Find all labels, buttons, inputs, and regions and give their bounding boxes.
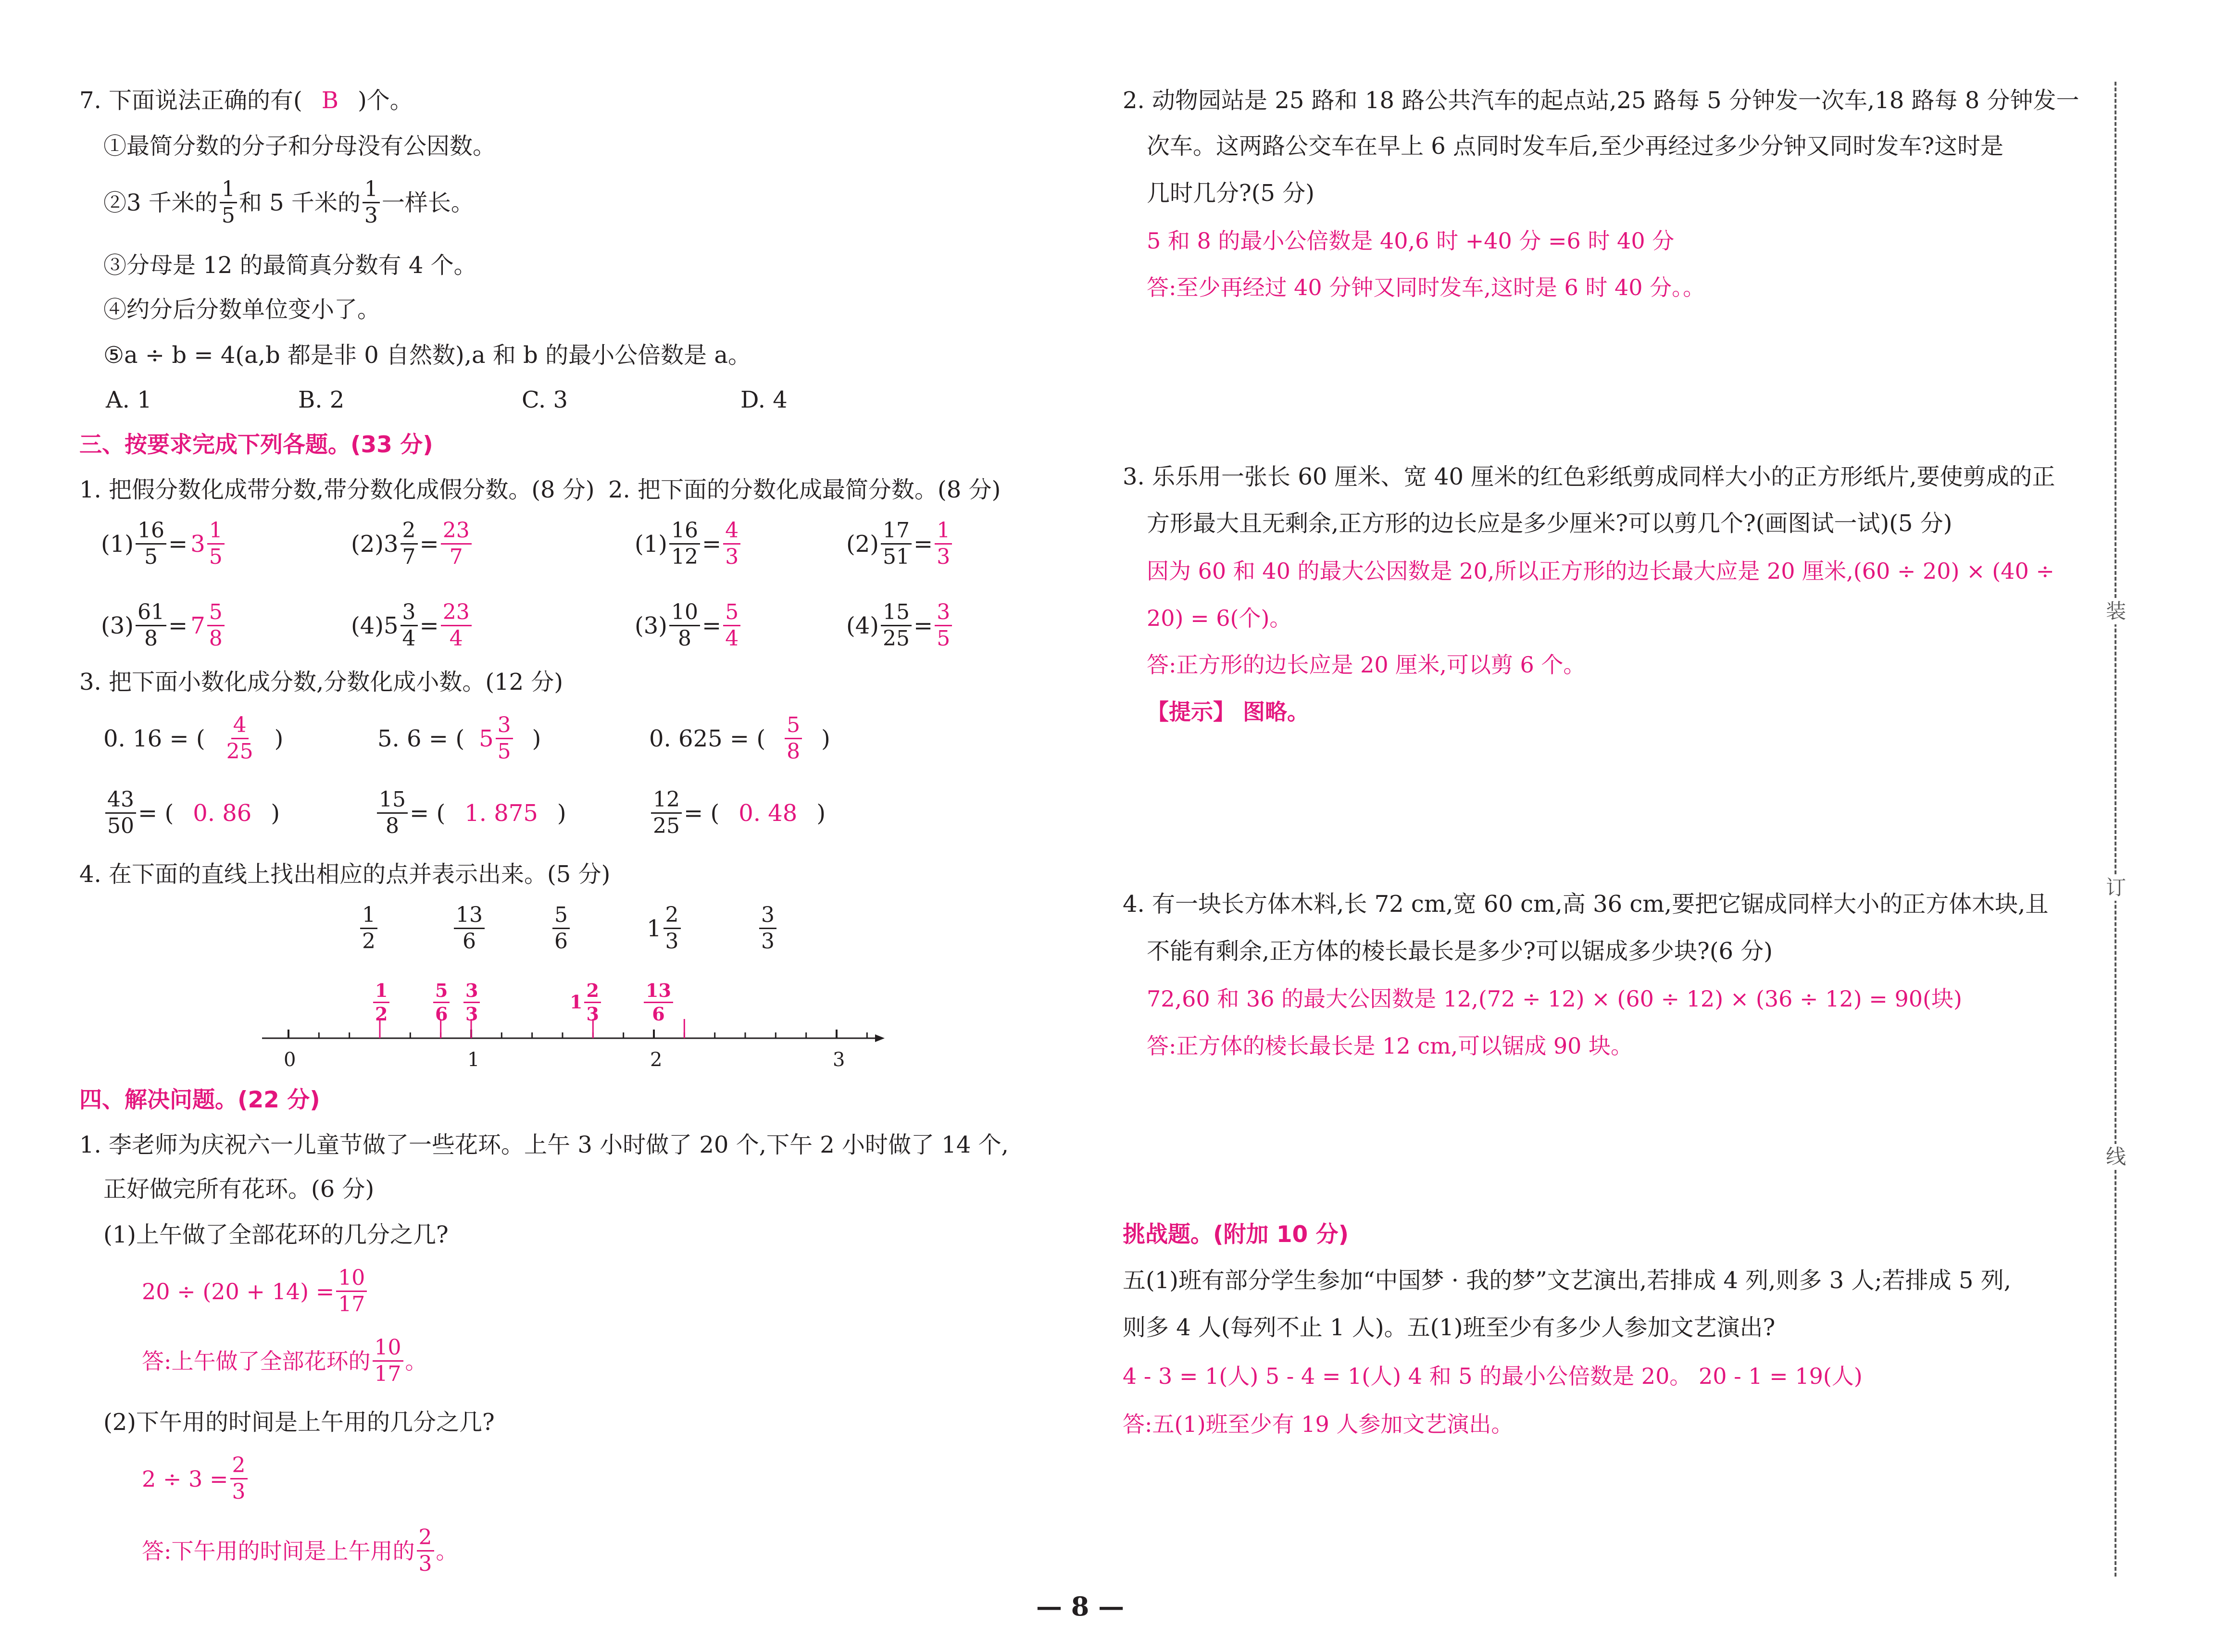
binding-dashed-line [2115,82,2116,1577]
axis-label-2: 2 [650,1049,663,1071]
sec3-part2-title: 2. 把下面的分数化成最简分数。(8 分) [608,476,1001,503]
mark-thirteen-sixths: $\frac{13}{6}$ [642,981,675,1024]
challenge-line2: 则多 4 人(每列不止 1 人)。五(1)班至少有多少人参加文艺演出? [1123,1314,1776,1341]
r-q4-line2: 不能有剩余,正方体的棱长最长是多少?可以锯成多少块?(6 分) [1147,938,1773,965]
p3-row2-item-3: $\frac{12}{25}$ = ( 0. 48 ) [649,788,826,838]
q7-statement-5: ⑤a ÷ b = 4(a,b 都是非 0 自然数),a 和 b 的最小公倍数是 a。 [103,342,751,369]
p2-item-1: (1) $\frac{16}{12}$ = $\frac{4}{3}$ [635,519,742,569]
p2-item-2: (2) $\frac{17}{51}$ = $\frac{1}{3}$ [846,519,954,569]
challenge-answer1: 4 - 3 = 1(人) 5 - 4 = 1(人) 4 和 5 的最小公倍数是 20。 20 - 1 = 19(人) [1123,1363,1863,1389]
q7-statement-3: ③分母是 12 的最简真分数有 4 个。 [103,252,477,279]
r-q3-line2: 方形最大且无剩余,正方形的边长应是多少厘米?可以剪几个?(画图试一试)(5 分) [1147,510,1953,537]
p2-item-4: (4) $\frac{15}{25}$ = $\frac{3}{5}$ [846,601,954,651]
p3-row1-item-1: 0. 16 = ( $\frac{4}{25}$ ) [103,713,284,764]
q7-option-b: B. 2 [298,386,345,413]
r-q2-line2: 次车。这两路公交车在早上 6 点同时发车后,至少再经过多少分钟又同时发车?这时是 [1147,133,2004,160]
given-fraction-2: $\frac{13}{6}$ [452,904,487,954]
sec4-q1-answer1: 答:上午做了全部花环的 $\frac{10}{17}$ 。 [142,1335,427,1387]
p3-row1-item-3: 0. 625 = ( $\frac{5}{8}$ ) [649,713,830,764]
challenge-answer2: 答:五(1)班至少有 19 人参加文艺演出。 [1123,1411,1514,1437]
q7-statement-2: ②3 千米的 $\frac{1}{5}$ 和 5 千米的 $\frac{1}{3}$ 一样长。 [103,177,474,228]
sec4-q1-calc2: 2 ÷ 3 = $\frac{2}{3}$ [142,1454,250,1504]
p1-item-2: (2)3 $\frac{2}{7}$ = $\frac{23}{7}$ [351,519,474,569]
r-q4-answer1: 72,60 和 36 的最大公因数是 12,(72 ÷ 12) × (60 ÷ 12) × (36 ÷ 12) = 90(块) [1147,986,1962,1012]
number-line [260,1019,894,1048]
r-q3-line1: 3. 乐乐用一张长 60 厘米、宽 40 厘米的红色彩纸剪成同样大小的正方形纸片,要使剪成的正 [1123,463,2055,490]
challenge-title: 挑战题。(附加 10 分) [1123,1221,1349,1248]
q7-statement-4: ④约分后分数单位变小了。 [103,296,381,323]
r-q3-hint: 【提示】 图略。 [1147,699,1310,725]
r-q4-line1: 4. 有一块长方体木料,长 72 cm,宽 60 cm,高 36 cm,要把它锯成同样大小的正方体木块,且 [1123,891,2049,918]
p3-row2-item-1: $\frac{43}{50}$ = ( 0. 86 ) [103,788,280,838]
binding-char-2: 订 [2106,875,2126,901]
q7-stem: 7. 下面说法正确的有( B )个。 [79,87,413,114]
sec4-q1-calc1: 20 ÷ (20 + 14) = $\frac{10}{17}$ [142,1267,369,1317]
p3-row1-item-2: 5. 6 = ( 5 $\frac{3}{5}$ ) [377,713,541,764]
r-q2-answer2: 答:至少再经过 40 分钟又同时发车,这时是 6 时 40 分。。 [1147,274,1705,300]
p1-item-3: (3) $\frac{61}{8}$ = 7 $\frac{5}{8}$ [101,601,226,651]
r-q2-line1: 2. 动物园站是 25 路和 18 路公共汽车的起点站,25 路每 5 分钟发一次车,18 路每 8 分钟发一 [1123,87,2079,114]
sec3-part3-title: 3. 把下面小数化成分数,分数化成小数。(12 分) [79,669,563,696]
challenge-line1: 五(1)班有部分学生参加“中国梦 · 我的梦”文艺演出,若排成 4 列,则多 3 人;若排成 5 列, [1123,1267,2011,1294]
q7-option-c: C. 3 [522,386,568,413]
p1-item-1: (1) $\frac{16}{5}$ = 3 $\frac{1}{5}$ [101,519,226,569]
given-fraction-3: $\frac{5}{6}$ [551,904,572,954]
section-4-title: 四、解决问题。(22 分) [79,1087,320,1113]
sec4-q1-answer2: 答:下午用的时间是上午用的 $\frac{2}{3}$ 。 [142,1525,458,1577]
axis-label-0: 0 [284,1049,296,1071]
mark-five-sixths: $\frac{5}{6}$ [431,981,451,1024]
section-3-title: 三、按要求完成下列各题。(33 分) [79,432,433,458]
sec4-q1-sub2: (2)下午用的时间是上午用的几分之几? [103,1409,495,1436]
p2-item-3: (3) $\frac{10}{8}$ = $\frac{5}{4}$ [635,601,742,651]
sec4-q1-line1: 1. 李老师为庆祝六一儿童节做了一些花环。上午 3 小时做了 20 个,下午 2 小时做了 14 个, [79,1131,1009,1158]
q7-answer: B [321,87,339,114]
r-q2-line3: 几时几分?(5 分) [1147,180,1314,207]
mark-half: $\frac{1}{2}$ [371,981,391,1024]
r-q2-answer1: 5 和 8 的最小公倍数是 40,6 时 +40 分 =6 时 40 分 [1147,228,1675,254]
r-q3-answer3: 答:正方形的边长应是 20 厘米,可以剪 6 个。 [1147,652,1586,678]
given-fraction-5: $\frac{3}{3}$ [757,904,778,954]
axis-label-1: 1 [467,1049,480,1071]
q7-option-a: A. 1 [106,386,152,413]
binding-char-1: 装 [2106,598,2126,624]
sec4-q1-line2: 正好做完所有花环。(6 分) [103,1176,375,1203]
given-fraction-4: 1 $\frac{2}{3}$ [647,904,683,954]
p1-item-4: (4)5 $\frac{3}{4}$ = $\frac{23}{4}$ [351,601,474,651]
r-q3-answer1: 因为 60 和 40 的最大公因数是 20,所以正方形的边长最大应是 20 厘米,(60 ÷ 20) × (40 ÷ [1147,558,2054,584]
page-number: — 8 — [1036,1591,1125,1622]
q7-statement-1: ①最简分数的分子和分母没有公因数。 [103,133,496,160]
sec3-part4-title: 4. 在下面的直线上找出相应的点并表示出来。(5 分) [79,861,611,888]
sec3-part1-title: 1. 把假分数化成带分数,带分数化成假分数。(8 分) [79,476,595,503]
q7-option-d: D. 4 [740,386,788,413]
mark-one-and-two-thirds: 1 $\frac{2}{3}$ [570,981,603,1024]
r-q4-answer2: 答:正方体的棱长最长是 12 cm,可以锯成 90 块。 [1147,1033,1633,1059]
p3-row2-item-2: $\frac{15}{8}$ = ( 1. 875 ) [375,788,566,838]
r-q3-answer2: 20) = 6(个)。 [1147,605,1292,631]
binding-char-3: 线 [2106,1144,2126,1170]
sec4-q1-sub1: (1)上午做了全部花环的几分之几? [103,1221,449,1248]
axis-label-3: 3 [833,1049,845,1071]
mark-three-thirds: $\frac{3}{3}$ [462,981,482,1024]
given-fraction-1: $\frac{1}{2}$ [358,904,379,954]
